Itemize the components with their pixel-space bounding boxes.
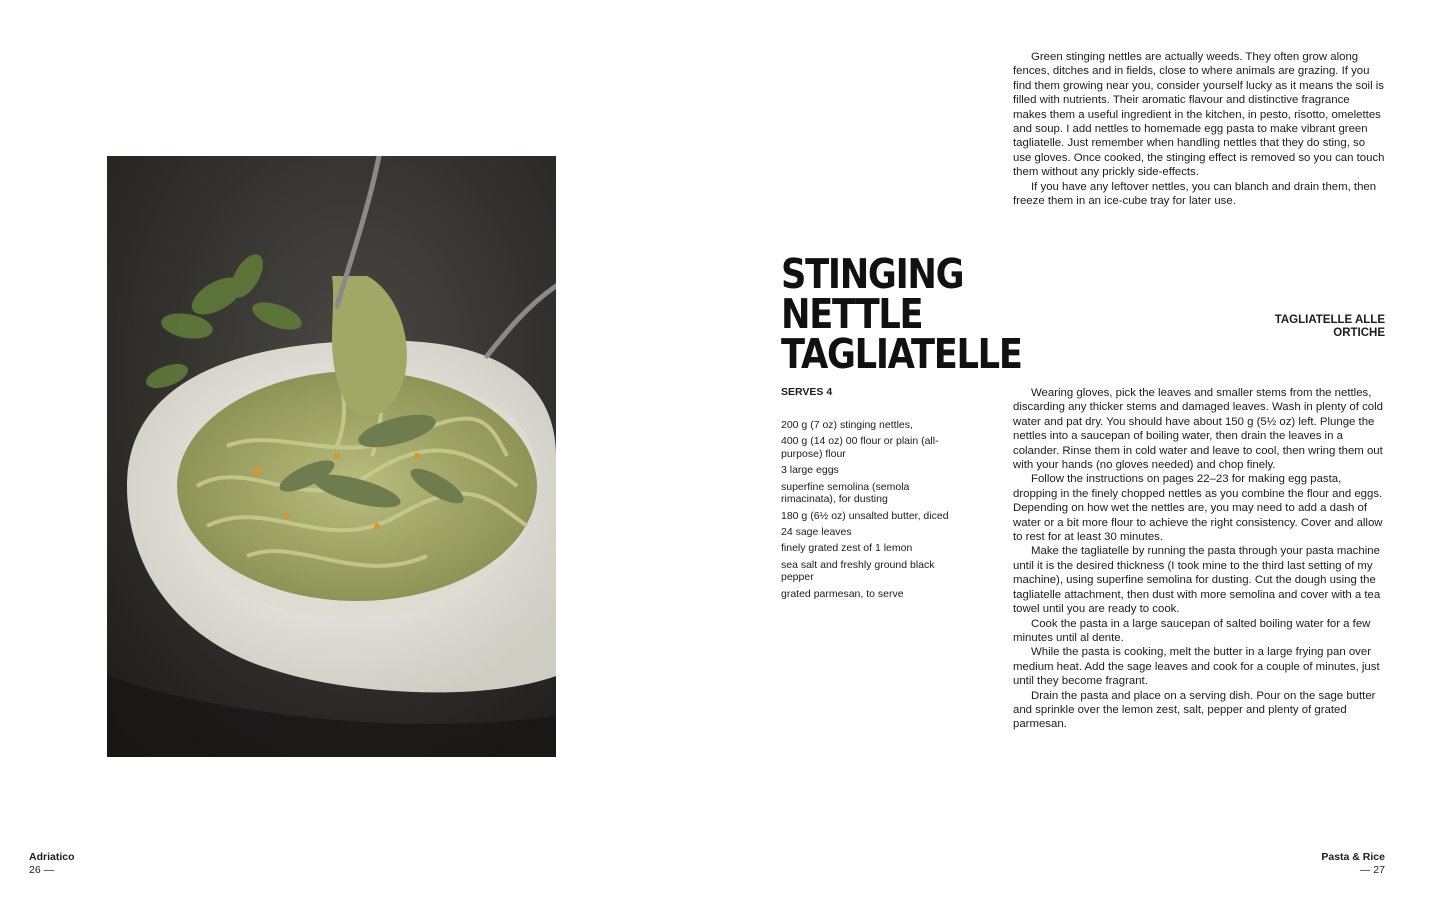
pasta-dish-photo-icon (107, 156, 556, 757)
recipe-title (781, 250, 1065, 378)
method-text (1013, 386, 1385, 732)
method-paragraph: While the pasta is cooking, melt the butter in a large frying pan over medium heat. Add the sage leaves and cook for a couple of minutes, just until they become fragrant. (1013, 646, 1380, 688)
footer-left (29, 851, 75, 876)
ingredient-item: 200 g (7 oz) stinging nettles, (781, 419, 913, 431)
ingredient-item: finely grated zest of 1 lemon (781, 542, 913, 555)
ingredients-list (781, 419, 966, 604)
method-paragraph: Cook the pasta in a large saucepan of salted boiling water for a few minutes until al dente. (1013, 617, 1371, 644)
ingredient-item: 3 large eggs (781, 464, 839, 477)
recipe-title-line: STINGING NETTLE (781, 250, 964, 338)
recipe-italian-name (1225, 314, 1385, 340)
book-title: Adriatico (29, 851, 75, 863)
page-number-right: — 27 (1359, 863, 1385, 876)
serves-label: SERVES 4 (781, 386, 833, 398)
ingredient-item: 400 g (14 oz) 00 flour or plain (all-purpose) flour (781, 435, 939, 461)
section-title: Pasta & Rice (1321, 851, 1385, 863)
ingredient-item: sea salt and freshly ground black pepper (781, 558, 935, 584)
page-number-left: 26 — (29, 863, 55, 876)
recipe-italian-name-line: TAGLIATELLE ALLE (1274, 314, 1385, 326)
method-paragraph: Make the tagliatelle by running the pasta through your pasta machine until it is the desired thickness (I took mine to the third last setting of my machine), using superfine semolina for dusting. Cut the dough using the tagliatelle attachment, then dust with more semolina and cover with a tea towel until you are ready to cook. (1013, 545, 1381, 616)
ingredient-item: superfine semolina (semola rimacinata), for dusting (781, 480, 910, 506)
method-paragraph: Drain the pasta and place on a serving dish. Pour on the sage butter and sprinkle over the lemon zest, salt, pepper and plenty of grated parmesan. (1013, 689, 1376, 731)
ingredient-item: grated parmesan, to serve (781, 587, 904, 600)
recipe-photo (107, 156, 556, 757)
method-paragraph: Wearing gloves, pick the leaves and smaller stems from the nettles, discarding any thicker stems and damaged leaves. Wash in plenty of cold water and pat dry. You should have about 150 g (5½ oz) left. Plunge the nettles into a saucepan of boiling water, then drain the leaves in a colander. Rinse them in cold water and leave to cool, then wring them out with your hands (no gloves needed) and chop finely. (1013, 387, 1383, 472)
recipe-italian-name-line: ORTICHE (1333, 327, 1385, 339)
method-paragraph: Follow the instructions on pages 22–23 for making egg pasta, dropping in the finely chopped nettles as you combine the flour and eggs. Depending on how wet the nettles are, you may need to add a dash of water or a bit more flour to achieve the right consistency. Cover and allow to rest for at least 30 minutes. (1013, 473, 1383, 544)
intro-paragraph: If you have any leftover nettles, you can blanch and drain them, then freeze them in an ice-cube tray for later use. (1013, 180, 1377, 208)
ingredient-item: 24 sage leaves (781, 526, 852, 539)
footer-right (1321, 851, 1385, 876)
ingredient-item: 180 g (6½ oz) unsalted butter, diced (781, 509, 949, 522)
intro-text (1013, 50, 1385, 208)
recipe-title-line: TAGLIATELLE (781, 330, 1022, 378)
intro-paragraph: Green stinging nettles are actually weeds. They often grow along fences, ditches and in fields, close to where animals are grazing. If you find them growing near you, consider yourself lucky as it means the soil is filled with nutrients. Their aromatic flavour and distinctive fragrance makes them a useful ingredient in the kitchen, in pesto, risotto, omelettes and soup. I add nettles to homemade egg pasta to make vibrant green tagliatelle. Just remember when handling nettles that they do sting, so use gloves. Once cooked, the stinging effect is removed so you can touch them without any prickly side-effects. (1013, 51, 1385, 179)
